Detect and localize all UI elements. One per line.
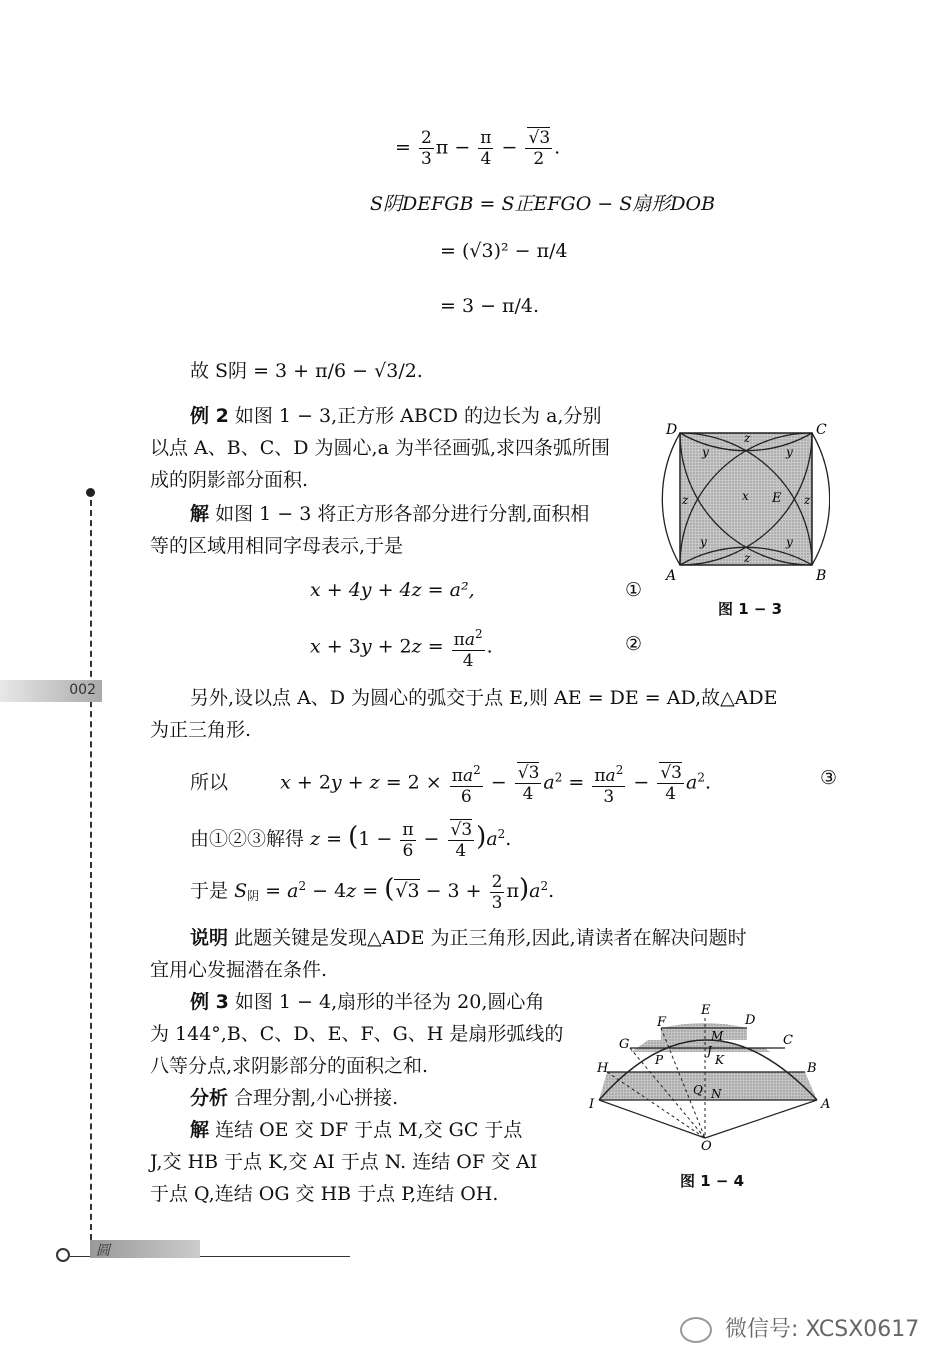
example3-sol-line1: 解 连结 OE 交 DF 于点 M,交 GC 于点	[190, 1119, 523, 1141]
margin-dot	[86, 488, 95, 497]
solve-z-line: 由①②③解得 z = (1 − $\frac{\pi}{6}$ − $\frac{√3}{4}$ )$a^2$.	[190, 819, 512, 861]
then-s-line: 于是 $S_阴 = a^2 - 4z = (√3 - 3$ + $\frac{2}{3}$ $\pi)a^2$.	[190, 871, 555, 913]
margin-dashed-line	[90, 500, 92, 1240]
footer-tab	[90, 1240, 200, 1258]
fig13-label-b: B	[816, 568, 827, 584]
footer-label: 圆	[96, 1243, 110, 1259]
fig13-label-y4: y	[786, 535, 793, 549]
example2-label: 例 2	[190, 405, 229, 427]
fig14-label-g: G	[619, 1037, 630, 1052]
para-line2: 为正三角形.	[150, 719, 252, 741]
example3-label: 例 3	[190, 991, 229, 1013]
fig14-label-b: B	[807, 1061, 817, 1076]
example3-solution-label: 解	[190, 1119, 210, 1141]
fig14-label-p: P	[655, 1053, 664, 1067]
fig14-label-n: N	[711, 1087, 722, 1101]
fig13-label-x: x	[742, 489, 749, 503]
example2-line1: 例 2 如图 1 − 3,正方形 ABCD 的边长为 a,分别	[190, 405, 602, 427]
fig13-label-a: A	[666, 568, 677, 584]
figure-1-3	[660, 418, 830, 588]
math-line-1: = $\frac{2}{3}$ π − $\frac{\pi}{4}$ − $\frac{√3}{2}$ .	[395, 128, 561, 169]
analysis-label: 分析	[190, 1087, 229, 1109]
conclusion-1: 故 S阴 = 3 + π/6 − √3/2.	[190, 360, 423, 382]
equation-3: 所以 x + 2y + z = 2 × $\frac{\pi a^2}{6}$ − $\frac{√3}{4}$ $a^2$ = $\frac{\pi a^2}{3}$ − $\frac{√3}{4}$ $a^2$.	[190, 760, 711, 807]
example2-line3: 成的阴影部分面积.	[150, 469, 309, 491]
fig14-label-k: K	[715, 1053, 724, 1067]
fig14-label-a: A	[821, 1097, 831, 1112]
example3-sol-line3: 于点 Q,连结 OG 交 HB 于点 P,连结 OH.	[150, 1183, 499, 1205]
fig14-label-m: M	[711, 1029, 724, 1043]
figure-1-4-caption: 图 1 − 4	[680, 1172, 745, 1190]
example3-line1: 例 3 如图 1 − 4,扇形的半径为 20,圆心角	[190, 991, 545, 1013]
equation-2-number: ②	[625, 633, 643, 655]
fig13-label-z3: z	[682, 493, 689, 507]
note-line2: 宜用心发掘潜在条件.	[150, 959, 328, 981]
fig14-label-i: I	[589, 1097, 595, 1112]
example3-line3: 八等分点,求阴影部分的面积之和.	[150, 1055, 429, 1077]
fig14-label-e: E	[701, 1003, 711, 1018]
watermark: 微信号: XCSX0617	[680, 1312, 919, 1343]
para-line1: 另外,设以点 A、D 为圆心的弧交于点 E,则 AE = DE = AD,故△ADE	[190, 687, 778, 709]
fig13-label-z4: z	[804, 493, 811, 507]
fig14-label-f: F	[657, 1015, 667, 1030]
analysis-line: 分析 合理分割,小心拼接.	[190, 1087, 399, 1109]
fig13-label-e: E	[772, 491, 782, 506]
fig14-label-c: C	[783, 1033, 793, 1048]
example3-sol-line2: J,交 HB 于点 K,交 AI 于点 N. 连结 OF 交 AI	[150, 1151, 538, 1173]
equation-1-number: ①	[625, 579, 643, 601]
example2-line2: 以点 A、B、C、D 为圆心,a 为半径画弧,求四条弧所围	[150, 437, 610, 459]
fig14-label-h: H	[597, 1061, 609, 1076]
equation-2: x + 3y + 2z = $\frac{\pi a^2}{4}$ .	[310, 624, 493, 671]
equation-3-number: ③	[820, 767, 838, 789]
fig13-label-z1: z	[744, 431, 751, 445]
math-line-2: S阴DEFGB = S正EFGO − S扇形DOB	[370, 193, 716, 215]
math-line-4: = 3 − π/4.	[440, 295, 540, 317]
fig13-label-d: D	[666, 422, 678, 438]
solution-label: 解	[190, 503, 210, 525]
fig14-label-o: O	[701, 1139, 712, 1150]
fig13-label-z2: z	[744, 551, 751, 565]
fig14-label-j: J	[707, 1044, 712, 1058]
example2-sol-line2: 等的区域用相同字母表示,于是	[150, 535, 404, 557]
example2-sol-line1: 解 如图 1 − 3 将正方形各部分进行分割,面积相	[190, 503, 590, 525]
math-line-3: = (√3)² − π/4	[440, 240, 568, 262]
fig14-label-d: D	[745, 1013, 756, 1028]
example3-line2: 为 144°,B、C、D、E、F、G、H 是扇形弧线的	[150, 1023, 564, 1045]
fig14-label-q: Q	[693, 1083, 703, 1097]
figure-1-3-caption: 图 1 − 3	[718, 600, 783, 618]
equation-1: x + 4y + 4z = a²,	[310, 579, 475, 601]
figure-1-4	[585, 1000, 835, 1150]
fig13-label-y3: y	[700, 535, 707, 549]
wechat-icon	[680, 1317, 712, 1343]
page-number: 002	[69, 682, 96, 698]
note-label: 说明	[190, 927, 229, 949]
note-line1: 说明 此题关键是发现△ADE 为正三角形,因此,请读者在解决问题时	[190, 927, 747, 949]
fig13-label-y1: y	[702, 445, 709, 459]
fig13-label-y2: y	[786, 445, 793, 459]
footer-circle	[56, 1248, 70, 1262]
fig13-label-c: C	[816, 422, 827, 438]
page-number-tab	[0, 680, 102, 702]
